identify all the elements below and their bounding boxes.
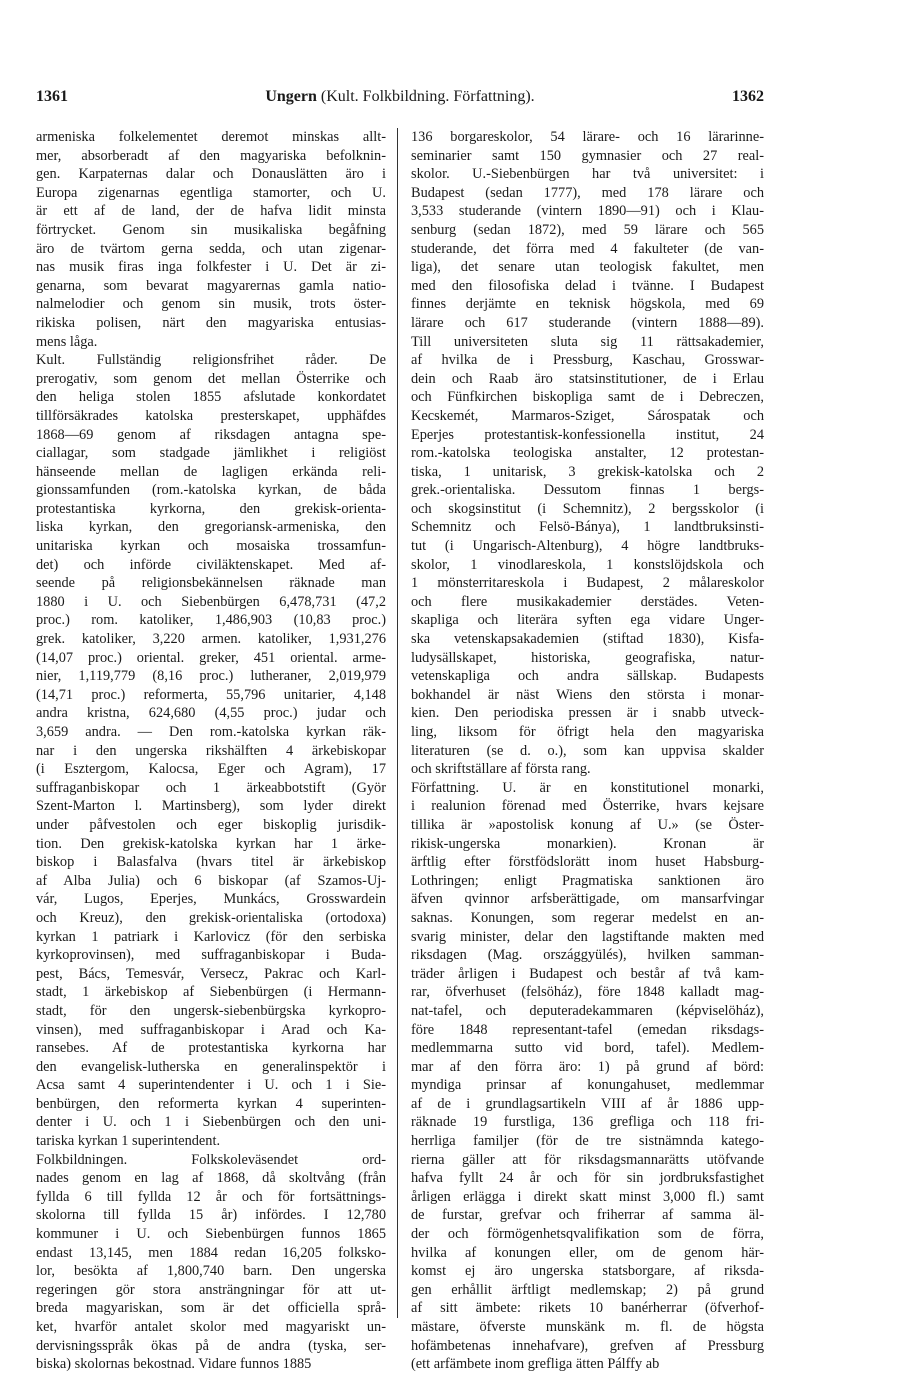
text-line: mer, absorberadt af den magyariska befolknin- bbox=[36, 147, 386, 164]
text-line: rom.-katolska teologiska anstalter, 12 protestan- bbox=[411, 445, 764, 462]
text-line: svarig minister, delar den lagstiftande makten med bbox=[411, 928, 764, 945]
text-line: genarna, som bevarat magyarernas gamla natio- bbox=[36, 277, 386, 294]
text-line: rar, öfverhuset (felsöház), före 1848 kalladt mag- bbox=[411, 984, 764, 1001]
text-line: Acsa samt 4 superintendenter i U. och 1 i Sie- bbox=[36, 1077, 386, 1094]
text-line: biskop i Balasfalva (hvars titel är ärkebiskop bbox=[36, 854, 386, 871]
text-line: den evangelisk-lutherska en generalinspektör i bbox=[36, 1058, 386, 1075]
text-line: Författning. U. är en konstitutionel monarki, bbox=[411, 779, 764, 796]
text-line: den heliga stolen 1855 afslutade konkordatet bbox=[36, 389, 386, 406]
text-line: nades genom en lag af 1868, då skoltvång (från bbox=[36, 1170, 386, 1187]
text-line: hänseende mellan de lagligen erkända reli- bbox=[36, 463, 386, 480]
text-line: der och förmögenhetsqvalifikation som de förra, bbox=[411, 1226, 764, 1243]
text-line: de furstar, grefvar och friherrar af samma äl- bbox=[411, 1207, 764, 1224]
text-line: kommuner i U. och Siebenbürgen funnos 1865 bbox=[36, 1226, 386, 1243]
text-line: ransebes. Af de protestantiska kyrkorna har bbox=[36, 1040, 386, 1057]
text-line: lärare och 617 studerande (vintern 1888—89). bbox=[411, 314, 764, 331]
text-line: dervisningsspråk ökas på de andra (tyska, ser- bbox=[36, 1337, 386, 1354]
text-line: riksdagen (Mag. országgyülés), hvilken samman- bbox=[411, 947, 764, 964]
text-line: af de i grundlagsartikeln VIII af år 1886 upp- bbox=[411, 1095, 764, 1112]
text-line: vetenskapliga och andra sällskap. Budapests bbox=[411, 668, 764, 685]
text-line: proc.) rom. katoliker, 1,486,903 (10,83 proc.) bbox=[36, 612, 386, 629]
left-column bbox=[36, 128, 386, 1374]
text-line: (i Esztergom, Kalocsa, Eger och Agram), 17 bbox=[36, 761, 386, 778]
text-line: af sitt ämbete: rikets 10 banérherrar (öfverhof- bbox=[411, 1300, 764, 1317]
text-line: gen erhållit ärftligt medlemskap; 2) på grund bbox=[411, 1281, 764, 1298]
text-line: förtrycket. Genom sin musikaliska begåfning bbox=[36, 221, 386, 238]
text-line: rierna gäller att för riksdagsmannarätts utöfvande bbox=[411, 1151, 764, 1168]
text-line: armeniska folkelementet deremot minskas allt- bbox=[36, 129, 386, 145]
text-line: nar i den ungerska rikshälften 4 ärkebiskopar bbox=[36, 742, 386, 759]
text-line: kyrkoprovinsen), med suffraganbiskopar i Buda- bbox=[36, 947, 386, 964]
text-line: hafva fyllt 24 år och för sin jordbruksfastighet bbox=[411, 1170, 764, 1187]
text-line: suffraganbiskopar och 1 ärkeabbotstift (Györ bbox=[36, 779, 386, 796]
text-line: ciallagar, som stadgade jämlikhet i religiöst bbox=[36, 445, 386, 462]
text-line: är ett af de land, der de hafva lidit minsta bbox=[36, 203, 386, 220]
text-line: protestantiska kyrkorna, den grekisk-orienta- bbox=[36, 500, 386, 517]
text-line: dein och Raab äro statsinstitutioner, de i Erlau bbox=[411, 370, 764, 387]
text-line: af hvilka de i Pressburg, Kaschau, Grosswar- bbox=[411, 352, 764, 369]
text-line: äfven qvinnor arfsberättigade, om mansarfvingar bbox=[411, 891, 764, 908]
text-line: Budapest (sedan 1777), med 178 lärare och bbox=[411, 184, 764, 201]
text-line: skolorna till fyllda 15 år) infördes. I 12,780 bbox=[36, 1207, 386, 1224]
page-header bbox=[36, 88, 764, 110]
text-line: gionssamfunden (rom.-katolska kyrkan, de båda bbox=[36, 482, 386, 499]
text-line: regeringen gör stora ansträngningar för att ut- bbox=[36, 1281, 386, 1298]
text-line: i realunion förenad med Österrike, hvars kejsare bbox=[411, 798, 764, 815]
text-line: skolor, 1 vinodlareskola, 1 konstslöjdskola och bbox=[411, 556, 764, 573]
text-line: studerande, det förra med 4 fakulteter (de van- bbox=[411, 240, 764, 257]
text-line: liska kyrkan, den gregoriansk-armeniska, den bbox=[36, 519, 386, 536]
text-line: 3,659 andra. — Den rom.-katolska kyrkan räk- bbox=[36, 724, 386, 740]
text-line: benbürgen, den reformerta kyrkan 4 superinten- bbox=[36, 1095, 386, 1112]
right-column bbox=[411, 128, 764, 1374]
text-line: med den filosofiska delad i tvänne. I Budapest bbox=[411, 277, 764, 294]
text-line: det) och införde civiläktenskapet. Med af- bbox=[36, 556, 386, 573]
text-line: räknade 19 furstliga, 136 grefliga och 118 fri- bbox=[411, 1114, 764, 1131]
text-line: af Alba Julia) och 6 biskopar (af Szamos-Uj- bbox=[36, 872, 386, 889]
text-line: bokhandel är näst Wiens den största i monar- bbox=[411, 686, 764, 703]
text-line: tillförsäkrades katolska presterskapet, upphäfdes bbox=[36, 407, 386, 424]
text-line: 1 mönsterritareskola i Budapest, 2 målareskolor bbox=[411, 575, 764, 592]
text-line: rikiska polisen, närt den magyariska entusias- bbox=[36, 314, 386, 331]
text-line: äro de tvärtom gerna sedda, och utan zigenar- bbox=[36, 240, 386, 257]
text-line: komst ej äro ungerska statsborgare, af riksda- bbox=[411, 1263, 764, 1280]
text-line: (14,71 proc.) reformerta, 55,796 unitarier, 4,148 bbox=[36, 686, 386, 703]
text-line: mens låga. bbox=[36, 333, 98, 350]
text-line: hvilka af konungen eller, om de genom här- bbox=[411, 1244, 764, 1261]
text-line: Schemnitz och Felsö-Bánya), 1 landtbruksinsti- bbox=[411, 519, 764, 536]
text-line: nalmelodier och genom sin musik, trots öster- bbox=[36, 296, 386, 313]
text-line: skolor. U.-Siebenbürgen har två universitet: i bbox=[411, 166, 764, 183]
text-line: (ett arfämbete inom grefliga ätten Pálffy ab bbox=[411, 1356, 660, 1373]
text-line: liga), det senare utan teologisk fakultet, men bbox=[411, 259, 764, 276]
text-line: tion. Den grekisk-katolska kyrkan har 1 ärke- bbox=[36, 835, 386, 852]
text-line: literaturen (se d. o.), som kan uppvisa skalder bbox=[411, 742, 764, 759]
text-line: lor, besökta af 1,800,740 barn. Den ungerska bbox=[36, 1263, 386, 1280]
text-line: Lothringen; enligt Pragmatiska sanktionen äro bbox=[411, 872, 764, 889]
text-line: endast 13,145, men 1884 redan 16,205 folksko- bbox=[36, 1244, 386, 1261]
text-line: och Kreuz), den grekisk-orientaliska (ortodoxa) bbox=[36, 909, 386, 926]
text-line: pest, Bács, Temesvár, Versecz, Pakrac och Karl- bbox=[36, 965, 386, 982]
text-line: biska) skolornas bekostnad. Vidare funnos 1885 bbox=[36, 1356, 312, 1373]
running-head-subtitle: (Kult. Folkbildning. Författning). bbox=[316, 88, 535, 105]
text-line: och flere musikakademier derstädes. Veten- bbox=[411, 593, 764, 610]
text-line: mar af den förra äro: 1) på grund af börd: bbox=[411, 1058, 764, 1075]
running-head bbox=[36, 88, 764, 106]
text-line: vinsen), med suffraganbiskopar i Arad och Ka- bbox=[36, 1021, 386, 1038]
text-line: denter i U. och 1 i Siebenbürgen och den uni- bbox=[36, 1114, 386, 1131]
text-line: mästare, öfverste munskänk m. fl. de högsta bbox=[411, 1319, 764, 1335]
text-line: nier, 1,119,779 (8,16 proc.) lutheraner, 2,019,979 bbox=[36, 668, 386, 685]
text-line: före 1848 representant-tafel (emedan riksdags- bbox=[411, 1021, 764, 1038]
text-line: kyrkan 1 patriark i Karlovicz (för den serbiska bbox=[36, 928, 386, 945]
text-line: Szent-Marton l. Martinsberg), som lyder direkt bbox=[36, 798, 386, 815]
text-line: och Fünfkirchen biskopliga samt de i Debreczen, bbox=[411, 389, 764, 406]
text-line: breda magyariskan, som är det officiella språ- bbox=[36, 1300, 386, 1317]
text-line: fyllda 6 till fyllda 12 år och för fortsättnings- bbox=[36, 1188, 386, 1205]
text-line: ärftlig efter förstfödslorätt inom huset Habsburg- bbox=[411, 854, 764, 871]
page-number-left: 1361 bbox=[36, 88, 68, 105]
text-line: ket, hvarför antalet skolor med magyariskt un- bbox=[36, 1319, 386, 1335]
text-line: ska vetenskapsakademien (stiftad 1830), Kisfa- bbox=[411, 631, 764, 648]
text-line: (14,07 proc.) oriental. greker, 451 oriental. arme- bbox=[36, 649, 386, 666]
text-line: Eperjes protestantisk-konfessionella institut, 24 bbox=[411, 426, 764, 443]
text-line: Europa zigenarnas egentliga stamorter, och U. bbox=[36, 184, 386, 201]
text-line: rikisk-ungerska monarkien). Kronan är bbox=[411, 835, 764, 852]
text-line: herrliga familjer (för de tre sistnämnda katego- bbox=[411, 1133, 764, 1150]
text-line: vár, Lugos, Eperjes, Munkács, Grosswardein bbox=[36, 891, 386, 908]
text-line: ling, liksom för öfrigt hela den magyariska bbox=[411, 724, 764, 740]
text-line: Kecskemét, Marmaros-Sziget, Sárospatak och bbox=[411, 407, 764, 424]
text-line: 1880 i U. och Siebenbürgen 6,478,731 (47,2 bbox=[36, 593, 386, 610]
text-line: kien. Den periodiska pressen är i snabb utveck- bbox=[411, 705, 764, 722]
text-line: årligen erlägga i direkt skatt minst 3,000 fl.) samt bbox=[411, 1188, 764, 1205]
text-line: tariska kyrkan 1 superintendent. bbox=[36, 1133, 221, 1150]
running-head-title: Ungern bbox=[265, 88, 317, 105]
text-line: 136 borgareskolor, 54 lärare- och 16 lärarinne- bbox=[411, 129, 764, 145]
text-line: grek.-orientaliska. Dessutom finnas 1 bergs- bbox=[411, 482, 764, 499]
text-line: stadt, för den ungersk-siebenbürgska kyrkopro- bbox=[36, 1002, 386, 1019]
text-line: myndiga prinsar af konungahuset, medlemmar bbox=[411, 1077, 764, 1094]
text-line: tut (i Ungarisch-Altenburg), 4 högre landtbruks- bbox=[411, 538, 764, 555]
text-line: Till universiteten sluta sig 11 rättsakademier, bbox=[411, 333, 764, 350]
text-line: seminarier samt 150 gymnasier och 27 real- bbox=[411, 147, 764, 164]
text-line: ludysällskapet, historiska, geografiska, natur- bbox=[411, 649, 764, 666]
text-line: och skriftställare af första rang. bbox=[411, 761, 591, 778]
text-line: och skogsinstitut (i Schemnitz), 2 bergsskolor (i bbox=[411, 500, 764, 517]
text-line: under påfvestolen och eger biskoplig jurisdik- bbox=[36, 816, 386, 833]
text-line: prerogativ, som genom det mellan Österrike och bbox=[36, 370, 386, 387]
text-line: unitariska kyrkan och mosaiska trossamfun- bbox=[36, 538, 386, 555]
column-divider bbox=[397, 128, 398, 1318]
page-number-right: 1362 bbox=[732, 88, 764, 105]
text-line: Folkbildningen. Folkskoleväsendet ord- bbox=[36, 1151, 386, 1168]
text-line: 3,533 studerande (vintern 1890—91) och i Klau- bbox=[411, 203, 764, 220]
text-line: medlemmarna sutto vid bord, tafel). Medlem- bbox=[411, 1040, 764, 1057]
text-line: finnes derjämte en teknisk högskola, med 69 bbox=[411, 296, 764, 313]
text-line: 1868—69 genom af riksdagen antagna spe- bbox=[36, 426, 386, 443]
text-line: nat-tafel, och deputeradekammaren (képviselöház), bbox=[411, 1002, 764, 1019]
text-line: grek. katoliker, 3,220 armen. katoliker, 1,931,276 bbox=[36, 631, 386, 648]
text-line: saknas. Konungen, som regerar medelst en an- bbox=[411, 909, 764, 926]
text-line: gen. Karpaternas dalar och Donauslätten äro i bbox=[36, 166, 386, 183]
text-line: hofämbetenas innehafvare), grefven af Pressburg bbox=[411, 1337, 764, 1354]
text-line: seende på religionsbekännelsen räknade man bbox=[36, 575, 386, 592]
text-line: nas musik firas inga folkfester i U. Det är zi- bbox=[36, 259, 386, 276]
text-line: senburg (sedan 1872), med 59 lärare och 565 bbox=[411, 221, 764, 238]
text-line: tillika är »apostolisk konung af U.» (se Öster- bbox=[411, 816, 764, 833]
text-line: stadt, 1 ärkebiskop af Siebenbürgen (i Hermann- bbox=[36, 984, 386, 1001]
text-line: andra kristna, 624,680 (4,55 proc.) judar och bbox=[36, 705, 386, 722]
text-line: Kult. Fullständig religionsfrihet råder. De bbox=[36, 352, 386, 369]
text-line: skapliga och literära syften ega vidare Unger- bbox=[411, 612, 764, 629]
text-line: tiska, 1 unitarisk, 3 grekisk-katolska och 2 bbox=[411, 463, 764, 480]
text-line: träder årligen i Budapest och består af två kam- bbox=[411, 965, 764, 982]
